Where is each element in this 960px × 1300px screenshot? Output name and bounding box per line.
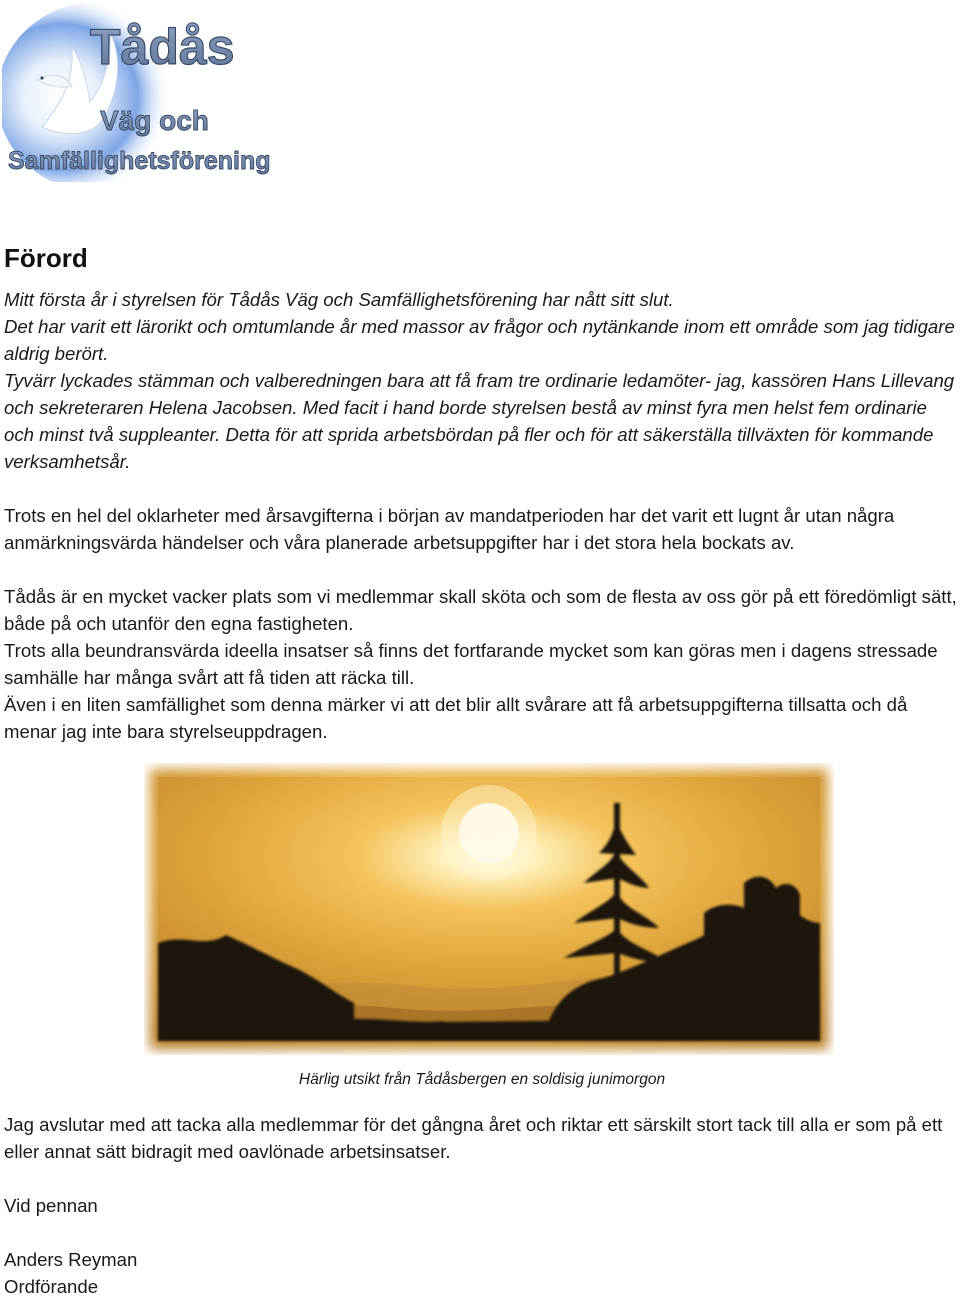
document-body [4, 240, 960, 1300]
sunset-landscape-image [144, 763, 834, 1055]
paragraph-beautiful-place: Tådås är en mycket vacker plats som vi medlemmar skall sköta och som de flesta av oss gör på ett föredömligt sätt, både på och utanför den egna fastigheten. [4, 586, 957, 634]
paragraph-small-association: Även i en liten samfällighet som denna märker vi att det blir allt svårare att få arbetsuppgifterna tillsatta och då menar jag inte bara styrelseuppdragen. [4, 694, 908, 742]
logo-subtitle-line1: Väg och [100, 105, 209, 136]
logo-graphic [2, 2, 322, 182]
paragraph-volunteer-efforts: Trots alla beundransvärda ideella insatser så finns det fortfarande mycket som kan göras men i dagens stressade samhälle har många svårt att få tiden att räcka till. [4, 640, 938, 688]
sign-off: Vid pennan [4, 1195, 98, 1216]
logo-title: Tådås [90, 19, 235, 75]
page-title: Förord [4, 243, 88, 273]
intro-line-2: Det har varit ett lärorikt och omtumlande år med massor av frågor och nytänkande inom ett område som jag tidigare aldrig berört. [4, 316, 955, 364]
intro-line-1: Mitt första år i styrelsen för Tådås Väg och Samfällighetsförening har nått sitt slut. [4, 289, 674, 310]
author-name: Anders Reyman [4, 1249, 138, 1270]
intro-line-3: Tyvärr lyckades stämman och valberedningen bara att få fram tre ordinarie ledamöter- jag, kassören Hans Lillevang och sekreteraren Helena Jacobsen. Med facit i hand borde styrelsen bestå av minst fyra men helst fem ordinarie och minst två suppleanter. Detta för att sprida arbetsbördan på fler och för att säkerställa tillväxten för kommande verksamhetsår. [4, 370, 955, 472]
paragraph-annual-fees: Trots en hel del oklarheter med årsavgifterna i början av mandatperioden har det varit ett lugnt år utan några anmärkningsvärda händelser och våra planerade arbetsuppgifter har i det stora hela bockats av. [4, 505, 895, 553]
logo-subtitle-line2: Samfällighetsförening [8, 147, 271, 175]
sunset-photo [144, 763, 834, 1055]
photo-caption: Härlig utsikt från Tådåsbergen en soldisig junimorgon [298, 1071, 666, 1088]
intro-section [4, 286, 960, 475]
author-title: Ordförande [4, 1276, 99, 1297]
closing-paragraph: Jag avslutar med att tacka alla medlemmar för det gångna året och riktar ett särskilt stort tack till alla er som på ett eller annat sätt bidragit med oavlönade arbetsinsatser. [4, 1114, 943, 1162]
association-logo [2, 2, 322, 182]
